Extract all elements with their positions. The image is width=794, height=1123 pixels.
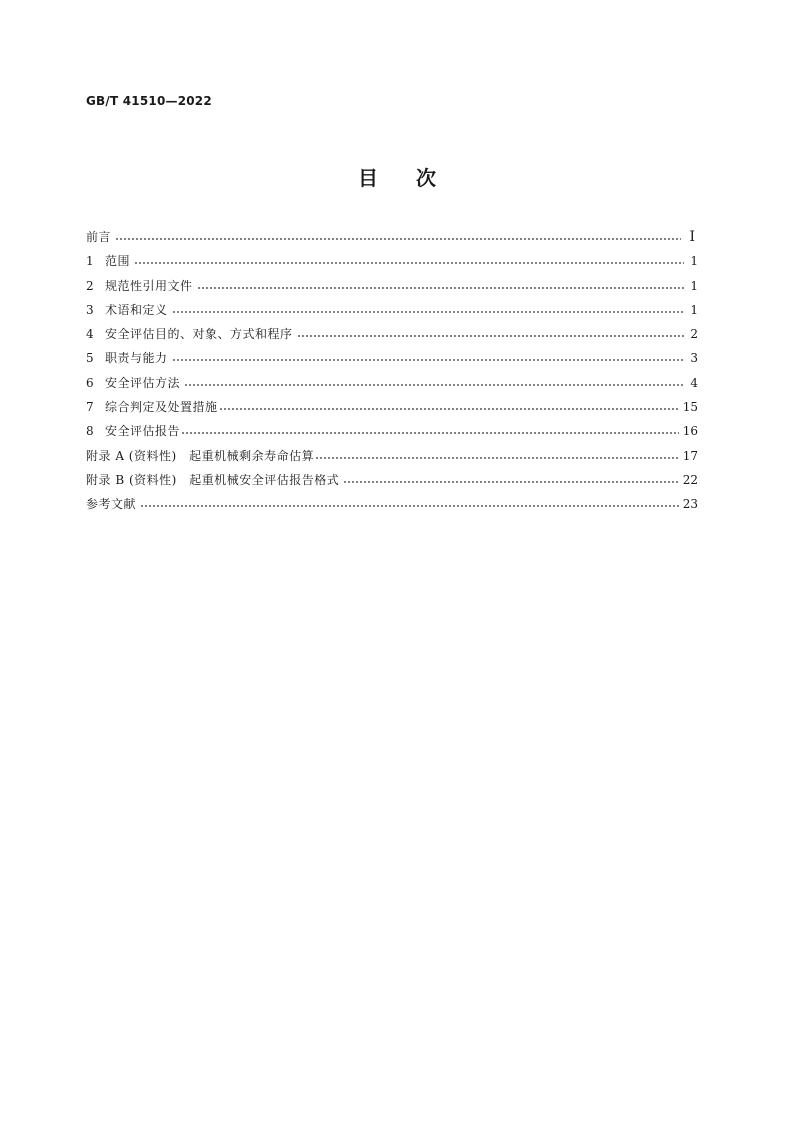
toc-entry-8[interactable]	[86, 422, 698, 446]
toc-entry-references[interactable]	[86, 495, 698, 519]
toc-entry-title: 规范性引用文件	[105, 278, 193, 293]
toc-page-number: 23	[682, 497, 698, 512]
toc-entry-number: 3	[86, 302, 95, 317]
toc-page-number: 4	[690, 375, 698, 390]
toc-page-number: 1	[690, 302, 698, 317]
toc-entry-2[interactable]	[86, 277, 698, 301]
dot-leader	[184, 375, 684, 387]
page-title	[0, 162, 794, 191]
toc-entry-6[interactable]	[86, 374, 698, 398]
toc-entry-text[interactable]	[86, 277, 193, 296]
toc-entry-4[interactable]	[86, 325, 698, 349]
title-char-1: 目	[358, 166, 378, 190]
toc-page-number: I	[689, 229, 695, 245]
toc-entry-text[interactable]	[86, 252, 130, 271]
toc-entry-title: 安全评估目的、对象、方式和程序	[105, 327, 293, 342]
toc-entry-title: 综合判定及处置措施	[105, 400, 218, 415]
toc-entry-3[interactable]	[86, 301, 698, 325]
toc-entry-title: 安全评估报告	[105, 424, 181, 439]
toc-entry-text[interactable]: 前言	[86, 230, 112, 244]
toc-entry-text[interactable]: 参考文献	[86, 497, 137, 512]
toc-page-number: 15	[682, 400, 698, 415]
toc-entry-5[interactable]	[86, 349, 698, 373]
dot-leader	[172, 350, 684, 362]
toc-entry-number: 7	[86, 400, 95, 415]
toc-entry-number: 2	[86, 278, 95, 293]
title-char-2: 次	[416, 166, 436, 190]
dot-leader	[219, 399, 679, 411]
standard-number: GB/T 41510—2022	[86, 94, 212, 108]
dot-leader	[134, 253, 684, 265]
toc-entry-number: 1	[86, 254, 95, 269]
toc-page-number: 16	[682, 424, 698, 439]
toc-entry-number: 8	[86, 424, 95, 439]
dot-leader	[181, 423, 679, 435]
toc-page-number: 17	[682, 448, 698, 463]
dot-leader	[115, 229, 681, 241]
toc-entry-foreword[interactable]	[86, 228, 698, 252]
toc-page-number: 22	[682, 472, 698, 487]
toc-entry-text[interactable]	[86, 374, 180, 393]
toc-entry-number: 4	[86, 327, 95, 342]
toc-entry-title: 安全评估方法	[105, 375, 181, 390]
toc-entry-7[interactable]	[86, 398, 698, 422]
dot-leader	[315, 448, 679, 460]
toc-entry-text[interactable]: 附录 B (资料性) 起重机械安全评估报告格式	[86, 472, 340, 487]
table-of-contents	[86, 228, 698, 520]
toc-entry-text[interactable]	[86, 349, 168, 368]
toc-entry-appendix-a[interactable]	[86, 447, 698, 471]
toc-page-number: 1	[690, 278, 698, 293]
dot-leader	[343, 472, 678, 484]
toc-entry-text[interactable]	[86, 301, 168, 320]
toc-entry-number: 5	[86, 351, 95, 366]
dot-leader	[297, 326, 684, 338]
toc-entry-text[interactable]	[86, 398, 218, 417]
toc-page-number: 3	[690, 351, 698, 366]
toc-entry-text[interactable]	[86, 422, 180, 441]
toc-entry-title: 职责与能力	[105, 351, 168, 366]
dot-leader	[197, 278, 684, 290]
toc-page-number: 2	[690, 327, 698, 342]
toc-entry-1[interactable]	[86, 252, 698, 276]
toc-entry-appendix-b[interactable]	[86, 471, 698, 495]
toc-entry-text[interactable]	[86, 325, 293, 344]
toc-entry-title: 术语和定义	[105, 302, 168, 317]
toc-entry-number: 6	[86, 375, 95, 390]
toc-page-number: 1	[690, 254, 698, 269]
dot-leader	[140, 496, 679, 508]
dot-leader	[172, 302, 684, 314]
toc-entry-text[interactable]: 附录 A (资料性) 起重机械剩余寿命估算	[86, 448, 315, 463]
toc-entry-title: 范围	[105, 254, 131, 269]
